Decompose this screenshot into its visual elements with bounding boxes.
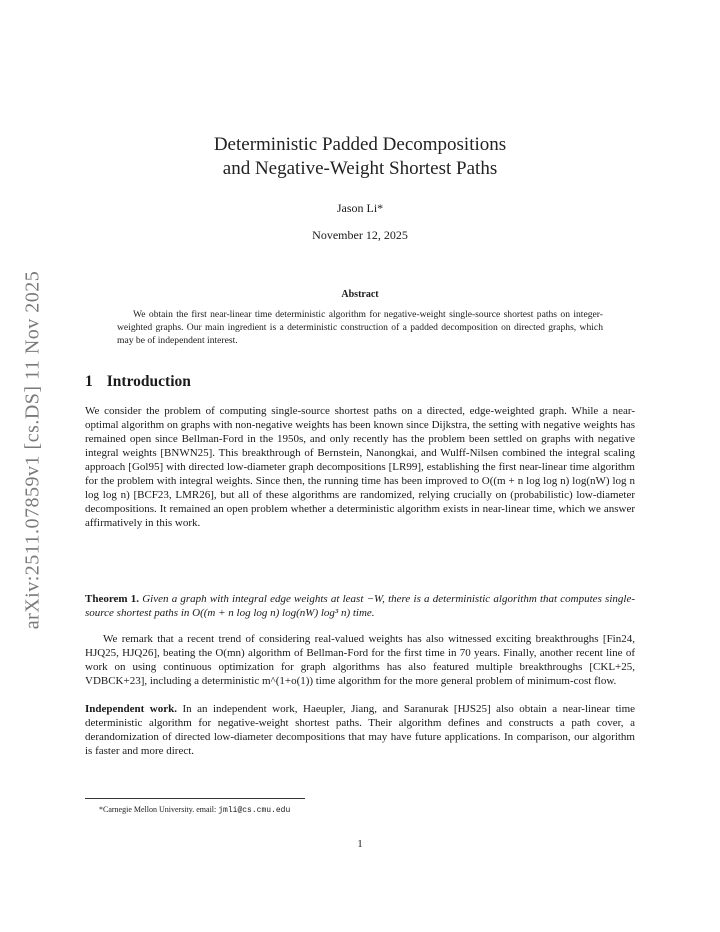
section-number: 1: [85, 373, 93, 390]
section-title: Introduction: [106, 373, 191, 390]
theorem-label: Theorem 1.: [85, 593, 140, 605]
remark-paragraph: We remark that a recent trend of considering real-valued weights has also witnessed exciting breakthroughs [Fin24, HJQ25, HJQ26], beating the O(mn) algorithm of Bellman-Ford for the first time in 70 years. Finally, another recent line of work on using continuous optimization for graph algorithms has also featured multiple breakthroughs [CKL+25, VDBCK+23], including a deterministic m^(1+o(1)) time algorithm for the more general problem of minimum-cost flow.: [85, 633, 635, 687]
footnote-rule: [85, 798, 305, 799]
arxiv-identifier-stamp: arXiv:2511.07859v1 [cs.DS] 11 Nov 2025: [21, 270, 44, 630]
theorem-statement: Given a graph with integral edge weights at least −W, there is a deterministic algorithm that computes single-source shortest paths in O((m + n log log n) log(nW) log³ n) time.: [85, 593, 635, 619]
paper-title: [85, 133, 635, 181]
title-line-1: Deterministic Padded Decompositions: [213, 134, 507, 155]
intro-paragraph: We consider the problem of computing single-source shortest paths on a directed, edge-weighted graph. While a near-optimal algorithm on graphs with non-negative weights has been known since Dijkstra, the setting with negative weights has remained open since Bellman-Ford in the 1950s, and only recently has the problem been settled on graphs with negative integral weights [BNWN25]. This breakthrough of Bernstein, Nanongkai, and Wulff-Nilsen combined the integral scaling approach [Gol95] with directed low-diameter graph decompositions [LR99], establishing the first near-linear time algorithm for the problem with integral weights. Since then, the running time has been improved to O((m + n log log n) log(nW) log n log log n) [BCF23, LMR26], but all of these algorithms are randomized, relying crucially on (probabilistic) low-diameter decompositions. It remained an open problem whether a deterministic algorithm exists in near-linear time, which we answer affirmatively in this work.: [85, 405, 635, 529]
independent-work-text: In an independent work, Haeupler, Jiang, and Saranurak [HJS25] also obtain a near-linear time deterministic algorithm for negative-weight shortest paths. Their algorithm defines and constructs a path cover, a derandomization of directed low-diameter decompositions that may have future applications. In comparison, our algorithm is faster and more direct.: [85, 703, 636, 757]
footnote: [99, 805, 290, 815]
author-name: Jason Li*: [336, 201, 384, 215]
author-email-link[interactable]: jmli@cs.cmu.edu: [218, 806, 291, 815]
publication-date: November 12, 2025: [312, 228, 408, 242]
independent-work-label: Independent work.: [85, 703, 177, 715]
section-heading: [85, 373, 191, 391]
page-number: 1: [357, 838, 363, 850]
abstract-heading: Abstract: [341, 289, 379, 300]
abstract-text: We obtain the first near-linear time deterministic algorithm for negative-weight single-source shortest paths on integer-weighted graphs. Our main ingredient is a deterministic construction of a padded decomposition on directed graphs, which may be of independent interest.: [117, 309, 603, 346]
independent-work-paragraph: [85, 702, 635, 758]
title-line-2: and Negative-Weight Shortest Paths: [222, 158, 498, 179]
footnote-text: *Carnegie Mellon University. email:: [99, 805, 219, 814]
theorem-block: [85, 592, 635, 620]
